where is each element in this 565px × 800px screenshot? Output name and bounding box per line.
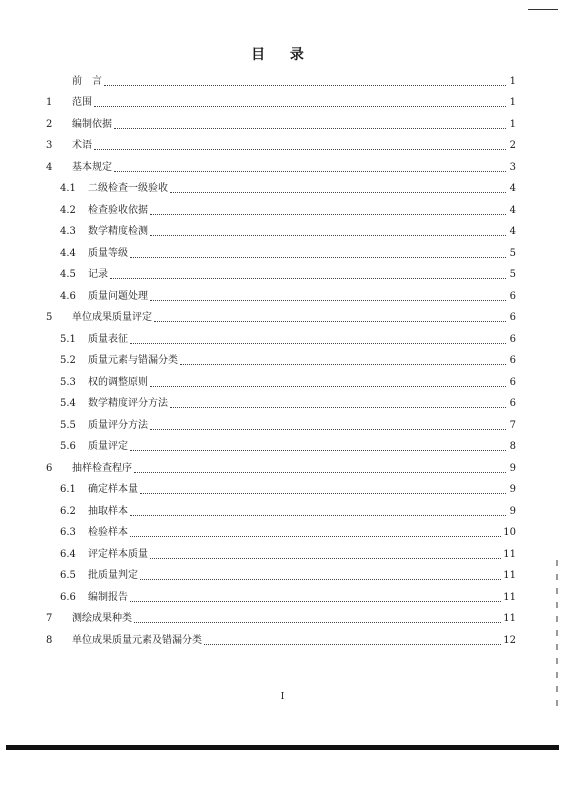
toc-leader-dots [134, 621, 501, 623]
toc-entry-number: 8 [46, 634, 53, 646]
toc-entry [40, 432, 516, 454]
toc-entry-number: 1 [46, 97, 53, 108]
toc-entry [40, 260, 516, 282]
toc-entry-number: 5 [46, 312, 53, 323]
toc-entry-page: 1 [509, 97, 516, 108]
toc-entry-page: 11 [503, 548, 516, 560]
toc-entry [40, 604, 516, 626]
toc-entry-label: 范围 [72, 97, 92, 108]
toc-leader-dots [130, 449, 506, 451]
toc-entry-label: 评定样本质量 [88, 548, 148, 560]
toc-entry-page: 8 [509, 441, 516, 452]
toc-entry [40, 324, 516, 346]
toc-entry-page: 12 [503, 634, 516, 646]
toc-entry-number: 6.5 [60, 570, 76, 581]
toc-leader-dots [150, 428, 506, 430]
toc-leader-dots [170, 406, 506, 408]
toc-entry-page: 6 [509, 333, 516, 345]
toc-leader-dots [204, 643, 501, 645]
toc-entry-page: 11 [503, 613, 516, 624]
toc-entry [40, 582, 516, 604]
toc-entry-label: 权的调整原则 [88, 376, 148, 388]
toc-entry [40, 195, 516, 217]
toc-entry-label: 质量元素与错漏分类 [88, 355, 178, 366]
toc-entry [40, 281, 516, 303]
toc-entry-page: 6 [509, 290, 516, 302]
toc-entry-page: 5 [509, 269, 516, 280]
toc-entry [40, 152, 516, 174]
toc-entry-page: 4 [509, 183, 516, 194]
toc-entry-label: 术语 [72, 140, 92, 151]
toc-entry [40, 238, 516, 260]
toc-leader-dots [104, 84, 506, 86]
toc-entry-number: 5.1 [60, 333, 76, 345]
toc-entry-page: 6 [509, 312, 516, 323]
toc-entry-number: 6 [46, 462, 53, 474]
toc-entry-number: 6.4 [60, 548, 76, 560]
toc-entry-page: 4 [509, 204, 516, 216]
toc-entry [40, 131, 516, 153]
page-number: I [280, 692, 285, 702]
toc-entry [40, 88, 516, 110]
toc-leader-dots [130, 256, 506, 258]
toc-entry-label: 抽样检查程序 [72, 462, 132, 474]
toc-leader-dots [140, 578, 501, 580]
toc-leader-dots [130, 600, 501, 602]
toc-entry-label: 单位成果质量元素及错漏分类 [72, 634, 202, 646]
toc-entry-number: 4.3 [60, 226, 76, 237]
toc-entry-number: 5.4 [60, 398, 76, 409]
toc-entry [40, 346, 516, 368]
toc-entry-label: 基本规定 [72, 161, 112, 173]
toc-entry-label: 测绘成果种类 [72, 613, 132, 624]
toc-entry [40, 496, 516, 518]
toc-entry-page: 3 [509, 161, 516, 173]
toc-entry-page: 9 [509, 484, 516, 495]
toc-leader-dots [114, 170, 506, 172]
toc-entry [40, 174, 516, 196]
toc-entry-label: 质量问题处理 [88, 290, 148, 302]
toc-leader-dots [180, 363, 506, 365]
toc-entry-label: 批质量判定 [88, 570, 138, 581]
toc-entry-number: 6.3 [60, 527, 76, 538]
toc-entry [40, 303, 516, 325]
toc-entry [40, 410, 516, 432]
toc-entry-page: 10 [503, 527, 516, 538]
page-title: 目 录 [251, 47, 314, 63]
toc-entry [40, 217, 516, 239]
toc-entry-label: 质量表征 [88, 333, 128, 345]
toc-entry-number: 4.5 [60, 269, 76, 280]
toc-leader-dots [150, 299, 506, 301]
toc-entry-number: 4 [46, 161, 53, 173]
toc-entry-page: 5 [509, 247, 516, 259]
toc-entry [40, 475, 516, 497]
scan-edge-marks [556, 560, 558, 710]
top-edge-rule [528, 9, 558, 10]
toc-entry-label: 二级检查一级验收 [88, 183, 168, 194]
toc-entry-page: 2 [509, 140, 516, 151]
toc-entry-page: 11 [503, 570, 516, 581]
toc-leader-dots [130, 535, 501, 537]
toc-entry-label: 检查验收依据 [88, 204, 148, 216]
toc-leader-dots [150, 234, 506, 236]
toc-entry [40, 66, 516, 88]
toc-entry-page: 6 [509, 376, 516, 388]
toc-entry-number: 6.6 [60, 591, 76, 603]
toc-entry-page: 1 [509, 75, 516, 87]
toc-leader-dots [140, 492, 506, 494]
toc-leader-dots [150, 557, 501, 559]
toc-entry-number: 4.6 [60, 290, 76, 302]
toc-entry-page: 4 [509, 226, 516, 237]
toc-entry [40, 109, 516, 131]
toc-entry [40, 539, 516, 561]
toc-entry-label: 质量评分方法 [88, 419, 148, 431]
toc-entry [40, 518, 516, 540]
toc-entry-number: 5.3 [60, 376, 76, 388]
toc-leader-dots [130, 342, 506, 344]
toc-entry-label: 确定样本量 [88, 484, 138, 495]
toc-entry-page: 6 [509, 355, 516, 366]
toc-entry-page: 1 [509, 118, 516, 130]
toc-entry [40, 389, 516, 411]
toc-entry-label: 检验样本 [88, 527, 128, 538]
toc-leader-dots [150, 213, 506, 215]
toc-entry [40, 367, 516, 389]
toc-leader-dots [94, 105, 506, 107]
toc-leader-dots [130, 514, 506, 516]
toc-entry-number: 5.6 [60, 441, 76, 452]
toc-entry [40, 453, 516, 475]
toc-entry-number: 3 [46, 140, 53, 151]
toc-entry-label: 单位成果质量评定 [72, 312, 152, 323]
toc-entry-label: 质量等级 [88, 247, 128, 259]
toc-leader-dots [150, 385, 506, 387]
toc-entry-label: 抽取样本 [88, 505, 128, 517]
toc-leader-dots [114, 127, 506, 129]
toc-leader-dots [134, 471, 506, 473]
toc-entry-label: 编制依据 [72, 118, 112, 130]
toc-entry-label: 记录 [88, 269, 108, 280]
toc-entry-number: 5.5 [60, 419, 76, 431]
toc-entry-number: 6.1 [60, 484, 76, 495]
toc-entry-number: 6.2 [60, 505, 76, 517]
toc-entry [40, 625, 516, 647]
toc-entry-page: 9 [509, 462, 516, 474]
toc-entry-number: 4.4 [60, 247, 76, 259]
toc-entry-page: 9 [509, 505, 516, 517]
toc-entry-label: 编制报告 [88, 591, 128, 603]
toc-entry-page: 11 [503, 591, 516, 603]
toc-entry-number: 2 [46, 118, 53, 130]
toc-leader-dots [94, 148, 506, 150]
toc-entry-label: 质量评定 [88, 441, 128, 452]
toc-entry-page: 7 [509, 419, 516, 431]
toc-entry-label: 数学精度评分方法 [88, 398, 168, 409]
table-of-contents [40, 66, 516, 647]
toc-entry [40, 561, 516, 583]
toc-entry-label: 数学精度检测 [88, 226, 148, 237]
toc-leader-dots [110, 277, 506, 279]
toc-entry-number: 4.1 [60, 183, 76, 194]
bottom-border-bar [6, 745, 559, 750]
toc-entry-number: 7 [46, 613, 53, 624]
toc-entry-label: 前 言 [72, 75, 102, 87]
toc-entry-number: 5.2 [60, 355, 76, 366]
toc-leader-dots [170, 191, 506, 193]
toc-entry-number: 4.2 [60, 204, 76, 216]
toc-leader-dots [154, 320, 506, 322]
toc-entry-page: 6 [509, 398, 516, 409]
